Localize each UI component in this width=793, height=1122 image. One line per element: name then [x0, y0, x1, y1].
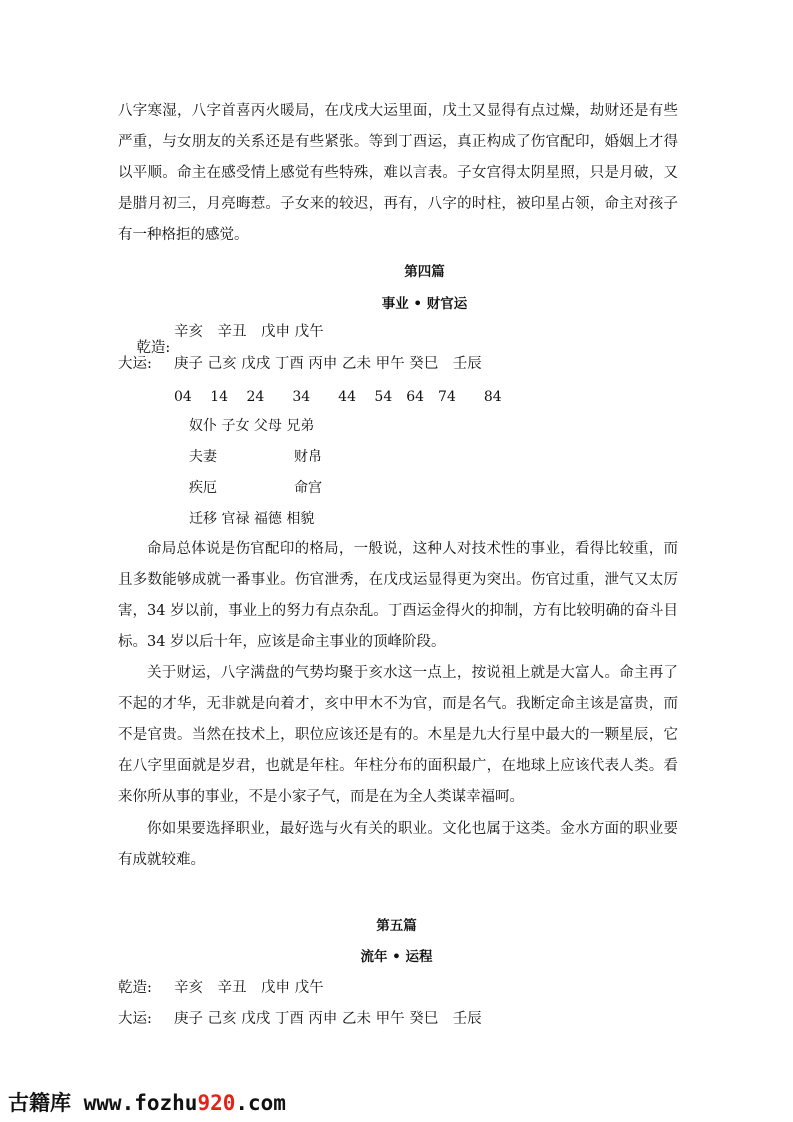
section4-paragraph-2: 关于财运，八字满盘的气势均聚于亥水这一点上，按说祖上就是大富人。命主再了不起的才华，无非就是向着才，亥中甲木不为官，而是名气。我断定命主该是富贵，而不是官贵。当然在技术上，职位应该还是有的。木星是九大行星中最大的一颗星辰，它在八字里面就是岁君，也就是年柱。年柱分布的面积最广，在地球上应该代表人类。看来你所从事的事业，不是小家子气，而是在为全人类谋幸福呵。 — [118, 665, 678, 805]
watermark-url-suffix: .com — [235, 1091, 286, 1115]
section4-paragraph-1: 命局总体说是伤官配印的格局，一般说，这种人对技术性的事业，看得比较重，而且多数能够成就一番事业。伤官泄秀，在戊戌运显得更为突出。伤官过重，泄气又太厉害，34 岁以前，事业上的努力有点杂乱。丁酉运金得火的抑制，方有比较明确的奋斗目标。34 岁以后十年，应该是命主事业的顶峰阶段。 — [118, 541, 678, 650]
palace-row-4: 迁移 官禄 福德 相貌 — [189, 511, 315, 527]
section4-title: 第四篇 — [404, 264, 445, 280]
watermark-brand: 古籍库 — [8, 1091, 71, 1115]
section4-dayun-value: 庚子 己亥 戊戌 丁酉 丙申 乙未 甲午 癸巳 壬辰 — [174, 356, 482, 372]
section4-ages: 04 14 24 34 44 54 64 74 84 — [174, 389, 502, 405]
palace-row-2-right: 财帛 — [294, 449, 322, 465]
palace-row-2-left: 夫妻 — [189, 449, 217, 465]
section4-qianzao-value: 辛亥 辛丑 戊申 戊午 — [174, 324, 324, 340]
palace-row-1: 奴仆 子女 父母 兄弟 — [189, 418, 315, 434]
section4-dayun-label: 大运: — [118, 356, 152, 372]
intro-paragraph: 八字寒湿，八字首喜丙火暖局，在戊戌大运里面，戊土又显得有点过燥，劫财还是有些严重，与女朋友的关系还是有些紧张。等到丁酉运，真正构成了伤官配印，婚姻上才得以平顺。命主在感受情上感觉有些特殊，难以言表。子女宫得太阴星照，只是月破，又是腊月初三，月亮晦惹。子女来的较迟，再有，八字的时柱，被印星占领，命主对孩子有一种格拒的感觉。 — [118, 103, 678, 243]
section4-subtitle: 事业 • 财官运 — [381, 296, 468, 312]
section5-qianzao-value: 辛亥 辛丑 戊申 戊午 — [174, 980, 324, 996]
section5-dayun-label: 大运: — [118, 1011, 152, 1027]
section5-title: 第五篇 — [376, 918, 417, 934]
qianzao-label: 乾造: — [136, 340, 171, 356]
site-watermark — [8, 1087, 286, 1117]
section5-dayun-value: 庚子 己亥 戊戌 丁酉 丙申 乙未 甲午 癸巳 壬辰 — [174, 1011, 482, 1027]
watermark-url-number: 920 — [197, 1091, 236, 1115]
section4-paragraph-3: 你如果要选择职业，最好选与火有关的职业。文化也属于这类。金水方面的职业要有成就较难。 — [118, 821, 678, 868]
palace-row-3-left: 疾厄 — [189, 480, 217, 496]
palace-row-3-right: 命宫 — [294, 480, 322, 496]
section5-qianzao-label: 乾造: — [118, 980, 152, 996]
section5-subtitle: 流年 • 运程 — [360, 949, 433, 965]
watermark-url-prefix: www.fozhu — [71, 1091, 198, 1115]
